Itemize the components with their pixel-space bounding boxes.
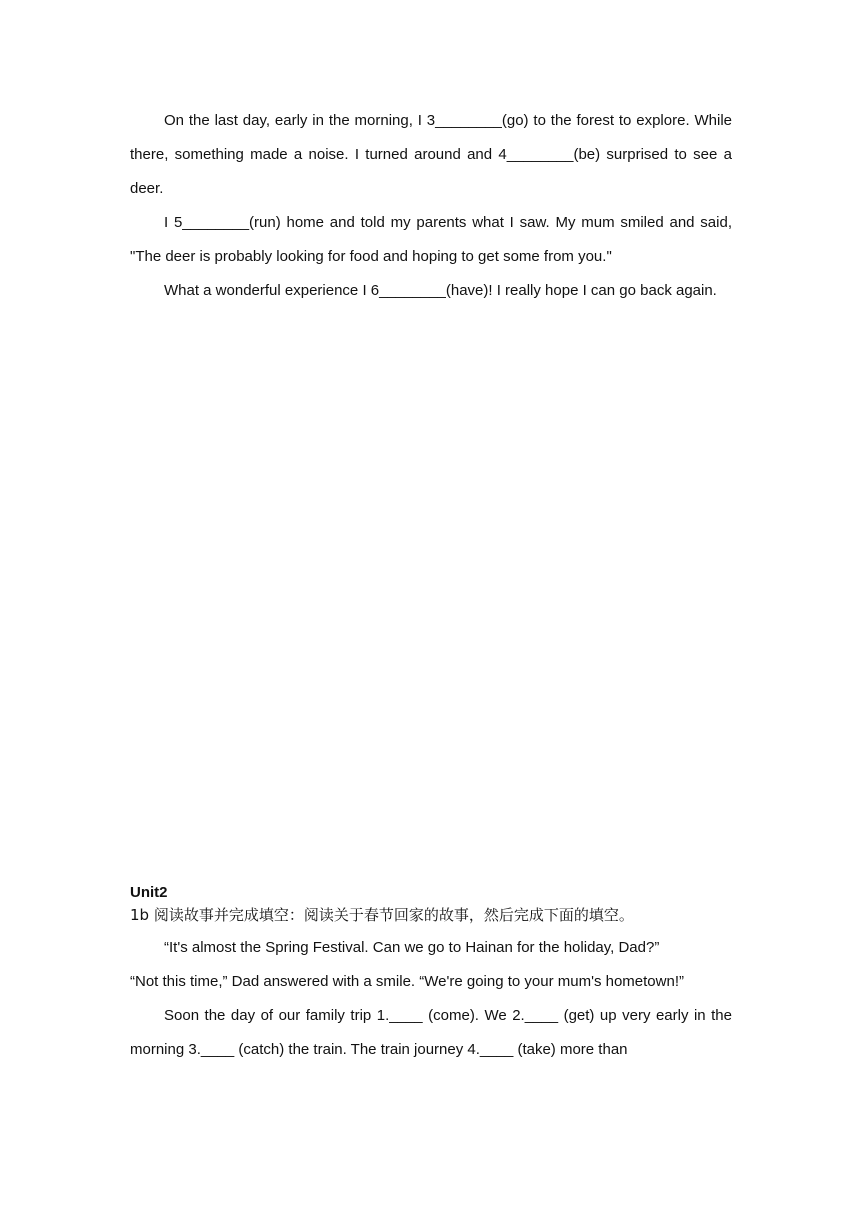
paragraph-run-home: I 5________(run) home and told my parents what I saw. My mum smiled and said, "The deer is probably looking for food and hoping to get some from you.": [130, 214, 732, 265]
story-section-1: [130, 104, 732, 308]
paragraph-wonderful-experience: What a wonderful experience I 6________(have)! I really hope I can go back again.: [164, 282, 717, 299]
task-instruction: [130, 904, 732, 927]
story-section-2: [130, 882, 732, 1067]
task-instruction-text: 1b 阅读故事并完成填空：阅读关于春节回家的故事，然后完成下面的填空。: [130, 906, 634, 924]
paragraph-family-trip: Soon the day of our family trip 1.____ (come). We 2.____ (get) up very early in the morning 3.____ (catch) the train. The train journey 4.____ (take) more than: [130, 1007, 732, 1058]
paragraph-forest-trip: On the last day, early in the morning, I 3________(go) to the forest to explore. While there, something made a noise. I turned around and 4________(be) surprised to see a deer.: [130, 112, 732, 197]
paragraph-dad-answer: “Not this time,” Dad answered with a smile. “We're going to your mum's hometown!”: [130, 973, 684, 990]
unit-heading: Unit2: [130, 884, 168, 901]
story-body: [130, 931, 732, 1067]
paragraph-spring-festival-question: “It's almost the Spring Festival. Can we go to Hainan for the holiday, Dad?”: [164, 939, 660, 956]
